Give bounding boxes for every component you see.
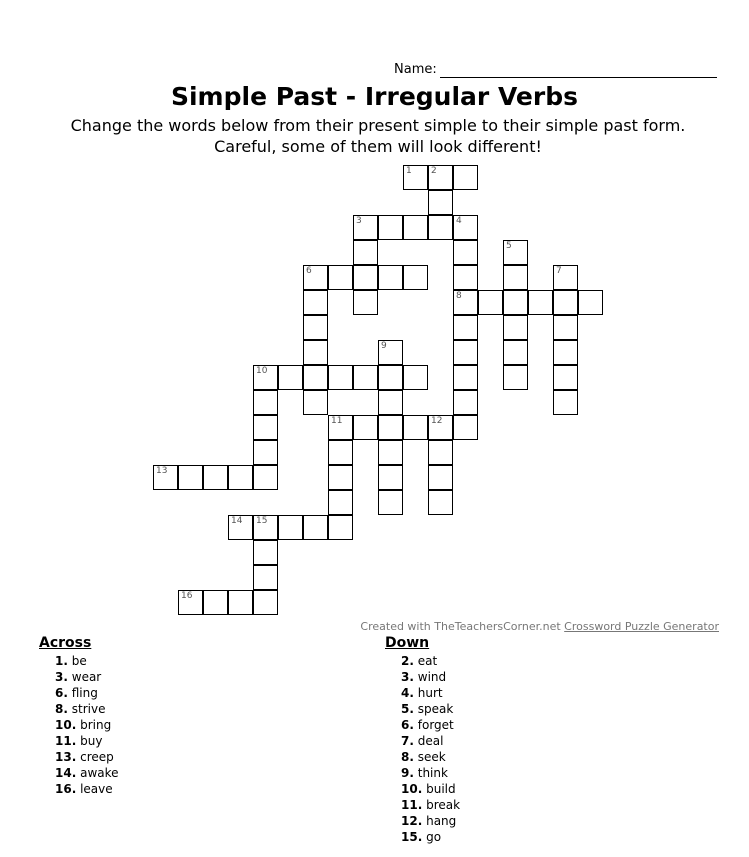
crossword-cell[interactable] <box>328 515 353 540</box>
page-title: Simple Past - Irregular Verbs <box>170 82 578 111</box>
crossword-cell[interactable] <box>228 515 253 540</box>
clue-word: hang <box>426 814 457 828</box>
crossword-cell[interactable] <box>203 465 228 490</box>
clue-num: 1. <box>55 654 68 668</box>
crossword-cell[interactable] <box>528 290 553 315</box>
clue-word: deal <box>417 734 444 748</box>
down-clue <box>385 749 460 765</box>
down-clue <box>385 781 460 797</box>
crossword-cell[interactable] <box>303 390 328 415</box>
crossword-cell[interactable] <box>403 215 428 240</box>
clue-num: 12. <box>401 814 423 828</box>
clue-num: 4. <box>401 686 414 700</box>
clue-word: fling <box>71 686 98 700</box>
clue-word: wear <box>71 670 102 684</box>
crossword-cell[interactable] <box>378 215 403 240</box>
down-clue-list <box>385 653 460 845</box>
clue-number: 6 <box>306 266 312 276</box>
crossword-cell[interactable] <box>553 290 578 315</box>
clue-number: 5 <box>506 241 512 251</box>
crossword-cell[interactable] <box>278 365 303 390</box>
crossword-cell[interactable] <box>353 290 378 315</box>
clue-number: 7 <box>556 266 562 276</box>
crossword-cell[interactable] <box>428 415 453 440</box>
crossword-cell[interactable] <box>453 315 478 340</box>
clue-number: 15 <box>256 516 268 526</box>
down-clue <box>385 685 460 701</box>
instructions-line-1: Change the words below from their present simple to their simple past form. <box>70 116 686 135</box>
crossword-cell[interactable] <box>553 365 578 390</box>
down-clue <box>385 813 460 829</box>
across-clue <box>39 701 119 717</box>
clue-number: 11 <box>331 416 343 426</box>
across-clue <box>39 749 119 765</box>
crossword-cell[interactable] <box>253 390 278 415</box>
crossword-cell[interactable] <box>403 265 428 290</box>
clue-word: think <box>417 766 448 780</box>
crossword-cell[interactable] <box>503 340 528 365</box>
name-field-line[interactable] <box>440 77 717 78</box>
crossword-cell[interactable] <box>453 215 478 240</box>
crossword-cell[interactable] <box>178 465 203 490</box>
crossword-cell[interactable] <box>453 340 478 365</box>
clue-number: 4 <box>456 216 462 226</box>
clue-word: awake <box>80 766 119 780</box>
clue-num: 14. <box>55 766 77 780</box>
down-clue <box>385 733 460 749</box>
crossword-cell[interactable] <box>228 465 253 490</box>
crossword-cell[interactable] <box>453 390 478 415</box>
crossword-cell[interactable] <box>453 290 478 315</box>
clue-number: 14 <box>231 516 243 526</box>
across-clue <box>39 733 119 749</box>
crossword-cell[interactable] <box>253 565 278 590</box>
clue-number: 13 <box>156 466 168 476</box>
crossword-cell[interactable] <box>378 390 403 415</box>
clue-word: be <box>71 654 87 668</box>
down-clue <box>385 653 460 669</box>
crossword-cell[interactable] <box>378 465 403 490</box>
crossword-cell[interactable] <box>378 440 403 465</box>
crossword-cell[interactable] <box>353 215 378 240</box>
clue-num: 16. <box>55 782 77 796</box>
crossword-cell[interactable] <box>378 340 403 365</box>
crossword-cell[interactable] <box>253 440 278 465</box>
down-clue <box>385 829 460 845</box>
clue-number: 12 <box>431 416 443 426</box>
crossword-cell[interactable] <box>428 465 453 490</box>
across-clue <box>39 765 119 781</box>
crossword-cell[interactable] <box>428 190 453 215</box>
crossword-cell[interactable] <box>553 265 578 290</box>
down-clue <box>385 717 460 733</box>
down-clue <box>385 765 460 781</box>
credit-link[interactable]: Crossword Puzzle Generator <box>564 620 719 633</box>
crossword-cell[interactable] <box>303 365 328 390</box>
clue-word: creep <box>80 750 114 764</box>
crossword-cell[interactable] <box>403 165 428 190</box>
crossword-cell[interactable] <box>328 465 353 490</box>
crossword-cell[interactable] <box>453 265 478 290</box>
crossword-cell[interactable] <box>253 365 278 390</box>
down-clue <box>385 797 460 813</box>
across-clue-list <box>39 653 119 797</box>
crossword-cell[interactable] <box>378 415 403 440</box>
clue-num: 13. <box>55 750 77 764</box>
clue-num: 6. <box>55 686 68 700</box>
crossword-cell[interactable] <box>253 540 278 565</box>
clue-number: 10 <box>256 366 268 376</box>
clue-num: 6. <box>401 718 414 732</box>
crossword-cell[interactable] <box>503 265 528 290</box>
clue-num: 5. <box>401 702 414 716</box>
clue-word: speak <box>417 702 454 716</box>
across-clue <box>39 781 119 797</box>
crossword-cell[interactable] <box>428 165 453 190</box>
crossword-cell[interactable] <box>503 240 528 265</box>
clue-number: 1 <box>406 166 412 176</box>
clue-num: 3. <box>55 670 68 684</box>
crossword-cell[interactable] <box>378 365 403 390</box>
clue-num: 9. <box>401 766 414 780</box>
clue-num: 10. <box>55 718 77 732</box>
crossword-cell[interactable] <box>503 365 528 390</box>
crossword-cell[interactable] <box>428 490 453 515</box>
clue-num: 11. <box>401 798 423 812</box>
crossword-cell[interactable] <box>353 365 378 390</box>
crossword-cell[interactable] <box>303 290 328 315</box>
crossword-cell[interactable] <box>553 315 578 340</box>
crossword-cell[interactable] <box>578 290 603 315</box>
clue-word: forget <box>417 718 454 732</box>
instructions-line-2: Careful, some of them will look different! <box>214 137 542 156</box>
clue-number: 3 <box>356 216 362 226</box>
clue-word: go <box>426 830 442 844</box>
across-clue <box>39 717 119 733</box>
crossword-cell[interactable] <box>378 490 403 515</box>
clue-word: eat <box>417 654 438 668</box>
name-label: Name: <box>394 62 437 77</box>
clue-num: 10. <box>401 782 423 796</box>
clue-word: seek <box>417 750 446 764</box>
across-heading: Across <box>39 635 92 651</box>
crossword-cell[interactable] <box>328 490 353 515</box>
down-clue <box>385 701 460 717</box>
crossword-cell[interactable] <box>253 590 278 615</box>
crossword-cell[interactable] <box>153 465 178 490</box>
crossword-cell[interactable] <box>253 465 278 490</box>
crossword-cell[interactable] <box>428 440 453 465</box>
clue-num: 3. <box>401 670 414 684</box>
clue-num: 2. <box>401 654 414 668</box>
crossword-cell[interactable] <box>553 340 578 365</box>
crossword-cell[interactable] <box>453 415 478 440</box>
crossword-cell[interactable] <box>278 515 303 540</box>
clue-word: hurt <box>417 686 443 700</box>
credit-prefix: Created with TheTeachersCorner.net <box>360 620 565 633</box>
crossword-cell[interactable] <box>403 365 428 390</box>
crossword-cell[interactable] <box>328 265 353 290</box>
crossword-cell[interactable] <box>303 515 328 540</box>
crossword-cell[interactable] <box>253 515 278 540</box>
clue-num: 15. <box>401 830 423 844</box>
crossword-cell[interactable] <box>353 240 378 265</box>
crossword-cell[interactable] <box>478 290 503 315</box>
clue-number: 8 <box>456 291 462 301</box>
across-clue <box>39 669 119 685</box>
crossword-cell[interactable] <box>453 240 478 265</box>
across-clues <box>39 635 119 797</box>
crossword-cell[interactable] <box>353 265 378 290</box>
across-clue <box>39 685 119 701</box>
crossword-cell[interactable] <box>303 340 328 365</box>
crossword-cell[interactable] <box>453 165 478 190</box>
down-heading: Down <box>385 635 430 651</box>
clue-word: strive <box>71 702 106 716</box>
clue-word: wind <box>417 670 447 684</box>
down-clues <box>385 635 460 845</box>
clue-word: leave <box>80 782 113 796</box>
clue-word: bring <box>80 718 112 732</box>
crossword-cell[interactable] <box>428 215 453 240</box>
clue-num: 8. <box>401 750 414 764</box>
crossword-cell[interactable] <box>328 440 353 465</box>
crossword-cell[interactable] <box>503 290 528 315</box>
crossword-cell[interactable] <box>303 265 328 290</box>
clue-word: buy <box>80 734 103 748</box>
clue-number: 9 <box>381 341 387 351</box>
crossword-cell[interactable] <box>328 415 353 440</box>
clue-number: 16 <box>181 591 193 601</box>
down-clue <box>385 669 460 685</box>
crossword-cell[interactable] <box>353 415 378 440</box>
crossword-cell[interactable] <box>453 365 478 390</box>
clue-number: 2 <box>431 166 437 176</box>
crossword-cell[interactable] <box>203 590 228 615</box>
crossword-cell[interactable] <box>303 315 328 340</box>
clue-num: 7. <box>401 734 414 748</box>
crossword-cell[interactable] <box>328 365 353 390</box>
crossword-cell[interactable] <box>378 265 403 290</box>
crossword-cell[interactable] <box>178 590 203 615</box>
crossword-cell[interactable] <box>253 415 278 440</box>
crossword-cell[interactable] <box>228 590 253 615</box>
crossword-cell[interactable] <box>503 315 528 340</box>
credit-line <box>360 620 719 633</box>
clue-num: 8. <box>55 702 68 716</box>
clue-word: build <box>426 782 456 796</box>
across-clue <box>39 653 119 669</box>
clue-word: break <box>426 798 461 812</box>
clue-num: 11. <box>55 734 77 748</box>
crossword-cell[interactable] <box>403 415 428 440</box>
crossword-cell[interactable] <box>553 390 578 415</box>
